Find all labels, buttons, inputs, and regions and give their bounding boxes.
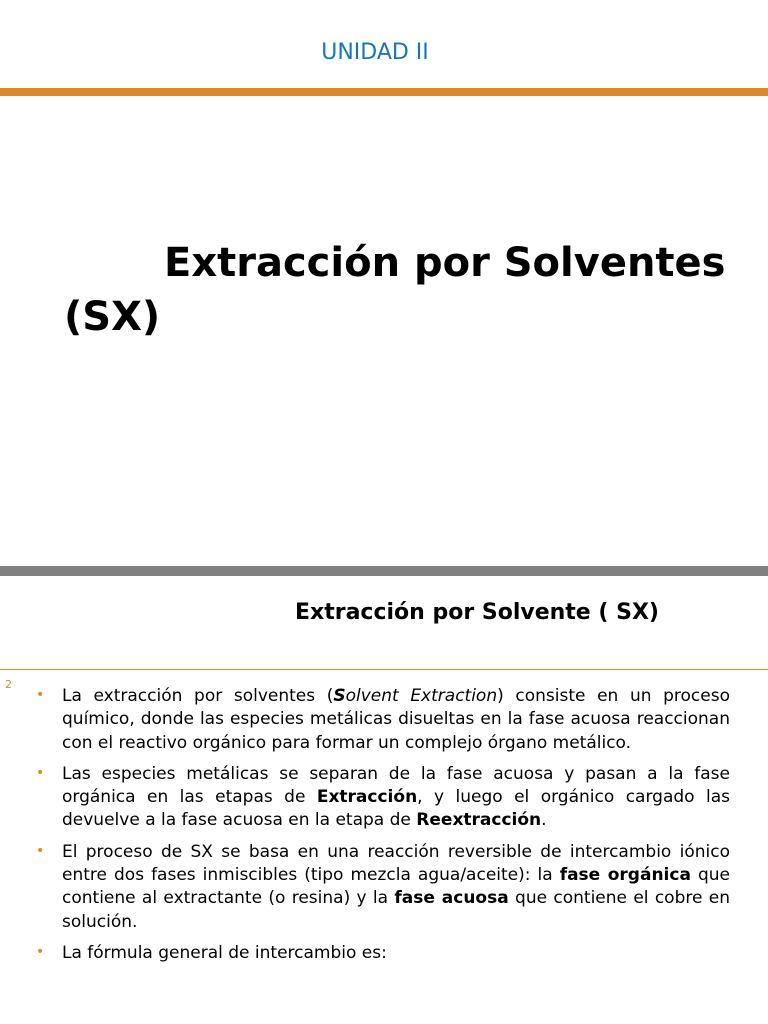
bullet-dot-icon: • (36, 687, 45, 703)
title-divider (0, 669, 768, 670)
slide-1-title: Extracción por Solventes (SX) (64, 240, 726, 340)
bullet-text-run: S (333, 686, 346, 706)
bullet-item (36, 685, 730, 755)
bullet-text-run: que contiene el cobre en solución. (62, 888, 731, 932)
bullet-text-run: olvent Extraction (345, 686, 498, 706)
bullet-list (36, 685, 730, 973)
bullet-text-run: fase acuosa (394, 888, 509, 909)
slide-2-title: Extracción por Solvente ( SX) (295, 600, 659, 625)
bullet-text-run: , y luego el orgánico cargado las devuelve a la fase acuosa en la etapa de (62, 787, 730, 831)
bullet-text-run: La extracción por solventes ( (62, 686, 334, 706)
bullet-text-run: Las especies metálicas se separan de la fase acuosa y pasan a la fase orgánica en las etapas de (62, 763, 730, 808)
bullet-text-run: . (541, 810, 547, 831)
bullet-dot-icon: • (36, 764, 45, 781)
bullet-text-run: Extracción (316, 787, 418, 808)
slide-2 (0, 576, 768, 1024)
bullet-text-run: Reextracción (416, 810, 542, 831)
bullet-text-run: ) consiste en un proceso químico, donde las especies metálicas disueltas en la fase acuosa reaccionan con el reactivo orgánico para formar un complejo órgano metálico. (62, 686, 730, 753)
bullet-text-run: que contiene al extractante (o resina) y la (62, 865, 730, 909)
bullet-text-run: fase orgánica (559, 865, 691, 886)
bullet-item (36, 763, 730, 833)
slide-number: 2 (5, 678, 12, 691)
bullet-item (36, 942, 730, 965)
bullet-text-run: El proceso de SX se basa en una reacción reversible de intercambio iónico entre dos fases inmiscibles (tipo mezcla agua/aceite): la (62, 841, 730, 886)
bullet-item (36, 841, 730, 934)
slide-separator (0, 566, 768, 576)
bullet-dot-icon: • (36, 943, 45, 960)
header-divider (0, 88, 768, 96)
unit-label: UNIDAD II (321, 40, 429, 65)
bullet-text-run: La fórmula general de intercambio es: (62, 942, 387, 963)
bullet-dot-icon: • (36, 842, 45, 859)
